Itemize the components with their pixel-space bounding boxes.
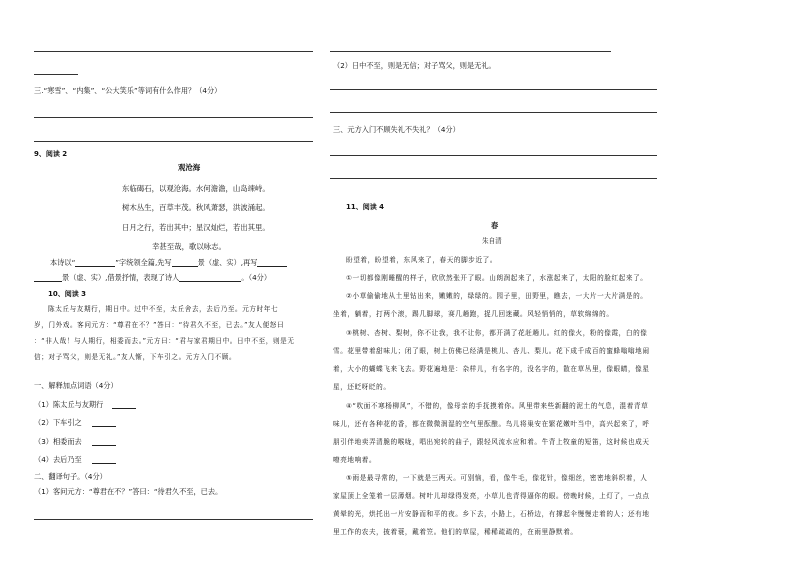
reading-3-header: 10、阅读 3 — [48, 290, 87, 298]
blank[interactable] — [92, 455, 116, 464]
essay-line: 嘹亮地响着。 — [333, 456, 377, 464]
poem-question — [34, 273, 271, 282]
blank[interactable] — [179, 273, 241, 282]
answer-line — [330, 155, 657, 156]
vocab-text: （1）陈太丘与友期行 — [34, 400, 104, 409]
poem-question-text: 本诗以“ — [50, 258, 76, 267]
essay-line: 黄晕的光，烘托出一片安静而和平的夜。乡下去，小路上，石桥边，有撑起伞慢慢走着的人；还有地 — [333, 510, 650, 518]
answer-line — [330, 178, 657, 179]
answer-line — [34, 51, 313, 52]
essay-line: ③桃树、杏树、梨树，你不让我，我不让你，都开满了花赶趟儿。红的像火，粉的像霞，白的像 — [346, 329, 648, 337]
answer-line — [330, 89, 657, 90]
passage-line: 岁，门外戏。客问元方：“尊君在不？”答曰：“待君久不至，已去。”友人便怒曰 — [34, 321, 285, 329]
essay-line: 盼望着，盼望着，东风来了，春天的脚步近了。 — [346, 256, 498, 264]
poem-line: 日月之行，若出其中；星汉灿烂，若出其里。 — [122, 223, 270, 232]
vocab-item — [34, 400, 136, 409]
essay-line: 坐着，躺着，打两个滚，踢几脚球，赛几趟跑，捉几回迷藏。风轻悄悄的，草软绵绵的。 — [333, 310, 614, 318]
blank[interactable] — [92, 418, 116, 427]
answer-line — [34, 519, 313, 520]
section-1-title: 一、解释加点词语（4分） — [34, 381, 118, 390]
vocab-text: （2）下车引之 — [34, 418, 82, 427]
poem-question — [50, 258, 287, 267]
vocab-text: （3）相委而去 — [34, 437, 82, 446]
essay-line: 雪。花里带着甜味儿；闭了眼，树上仿佛已经满是桃儿、杏儿、梨儿。花下成千成百的蜜蜂嗡嗡地闹 — [333, 347, 650, 355]
section-2-title: 二、翻译句子。（4分） — [34, 472, 107, 481]
answer-line — [330, 51, 611, 52]
blank[interactable] — [92, 437, 116, 446]
vocab-item — [34, 437, 116, 446]
passage-line: ：“非人哉！与人期行，相委而去。”元方曰：“君与家君期日中。日中不至，则是无 — [34, 337, 295, 345]
poem-line: 幸甚至哉，歌以咏志。 — [152, 242, 226, 251]
blank[interactable] — [112, 400, 136, 409]
passage-line: 陈太丘与友期行，期日中。过中不至，太丘舍去，去后乃至。元方时年七 — [48, 305, 279, 313]
essay-title: 春 — [491, 221, 499, 230]
poem-question-text: 景（虚、实）,再写 — [197, 258, 258, 267]
blank[interactable] — [172, 258, 198, 267]
essay-line: ⑤雨是最寻常的，一下就是三两天。可别恼，看，像牛毛，像花针，像细丝，密密地斜织着，人 — [346, 474, 648, 482]
poem-title: 观沧海 — [178, 163, 201, 172]
essay-line: ①一切都像刚睡醒的样子，欣欣然张开了眼。山朗润起来了，水涨起来了，太阳的脸红起来了。 — [346, 274, 648, 282]
essay-author: 朱自清 — [482, 237, 502, 245]
essay-line: 朋引伴地卖弄清脆的喉咙，唱出宛转的曲子，跟轻风流水应和着。牛背上牧童的短笛，这时候也成天 — [333, 438, 650, 446]
essay-line: 家屋顶上全笼着一层薄烟。树叶儿却绿得发亮，小草儿也青得逼你的眼。傍晚时候，上灯了，一点点 — [333, 492, 650, 500]
answer-line — [34, 74, 78, 75]
poem-question-text: 景（虚、实）,借景抒情，表现了诗人 — [62, 273, 180, 282]
blank[interactable] — [34, 273, 62, 282]
vocab-text: （4）去后乃至 — [34, 455, 82, 464]
vocab-item — [34, 455, 116, 464]
vocab-item — [34, 418, 116, 427]
essay-line: 里工作的农夫，披着蓑，戴着笠。他们的草屋，稀稀疏疏的，在雨里静默着。 — [333, 528, 578, 536]
translation-1: （1）客问元方：“尊君在不？”答曰：“待君久不至，已去。 — [34, 487, 223, 496]
essay-line: 星，还眨呀眨的。 — [333, 383, 391, 391]
answer-line — [330, 112, 657, 113]
essay-line: ②小草偷偷地从土里钻出来，嫩嫩的，绿绿的。园子里，田野里，瞧去，一大片一大片满是的。 — [346, 292, 648, 300]
poem-line: 东临碣石，以观沧海。水何澹澹，山岛竦峙。 — [122, 184, 270, 193]
answer-line — [34, 141, 313, 142]
poem-line: 树木丛生，百草丰茂。秋风萧瑟，洪波涌起。 — [122, 203, 270, 212]
question-3-prompt: 三.“寒雪”、“内集”、“公大笑乐”等词有什么作用？（4分） — [34, 86, 222, 95]
essay-line: 着，大小的蝴蝶飞来飞去。野花遍地是：杂样儿，有名字的，没名字的，散在草丛里，像眼睛，像星 — [333, 365, 650, 373]
blank[interactable] — [257, 258, 287, 267]
reading-2-header: 9、阅读 2 — [34, 150, 68, 158]
translation-2: （2）日中不至，则是无信；对子骂父，则是无礼。 — [333, 61, 496, 70]
question-3-right: 三、元方入门不顾失礼不失礼？（4分） — [333, 125, 460, 134]
reading-4-header: 11、阅读 4 — [346, 203, 385, 211]
blank[interactable] — [75, 258, 115, 267]
poem-question-text: ”字统领全篇,先写 — [115, 258, 172, 267]
answer-line — [34, 117, 313, 118]
essay-line: 味儿，还有各种花的香，都在微微润湿的空气里酝酿。鸟儿将巢安在繁花嫩叶当中，高兴起来了，呼 — [333, 420, 650, 428]
poem-question-text: 。（4分） — [241, 273, 272, 282]
passage-line: 信；对子骂父，则是无礼。”友人惭，下车引之。元方入门不顾。 — [34, 353, 237, 361]
essay-line: ④“吹面不寒杨柳风”，不错的，像母亲的手抚摸着你。风里带来些新翻的泥土的气息，混着青草 — [346, 402, 649, 410]
